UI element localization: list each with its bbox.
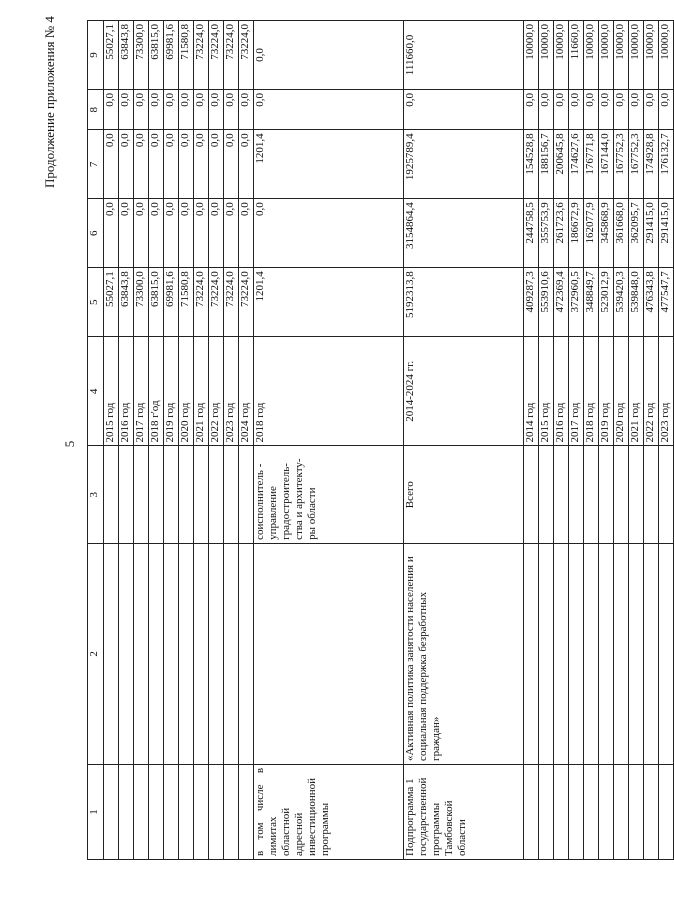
empty-cell bbox=[179, 543, 194, 764]
year-cell: 2018 год bbox=[584, 337, 599, 446]
local-cell: 0,0 bbox=[524, 89, 539, 129]
empty-cell bbox=[644, 543, 659, 764]
total-cell: 409287,3 bbox=[524, 268, 539, 337]
empty-cell bbox=[119, 764, 134, 859]
empty-cell bbox=[179, 764, 194, 859]
regional-cell: 176771,8 bbox=[584, 130, 599, 199]
empty-cell bbox=[179, 446, 194, 543]
limits-row bbox=[254, 21, 404, 860]
federal-cell: 0,0 bbox=[239, 199, 254, 268]
budget-table bbox=[87, 20, 674, 860]
column-number-row bbox=[88, 21, 104, 860]
total-cell: 73224,0 bbox=[194, 268, 209, 337]
empty-cell bbox=[614, 543, 629, 764]
year-cell: 2020 год bbox=[179, 337, 194, 446]
year-cell: 2021 год bbox=[194, 337, 209, 446]
federal-cell: 0,0 bbox=[209, 199, 224, 268]
total-cell: 539420,3 bbox=[614, 268, 629, 337]
federal-cell: 244758,5 bbox=[524, 199, 539, 268]
other-cell: 63815,0 bbox=[149, 21, 164, 90]
federal-cell: 362095,7 bbox=[629, 199, 644, 268]
total-cell: 348849,7 bbox=[584, 268, 599, 337]
regional-cell: 0,0 bbox=[134, 130, 149, 199]
other-cell: 73224,0 bbox=[239, 21, 254, 90]
local-cell: 0,0 bbox=[539, 89, 554, 129]
empty-cell bbox=[134, 543, 149, 764]
limits-description: в том числе в лимитах областной адресной инвестиционной программы bbox=[254, 764, 404, 859]
table-row bbox=[539, 21, 554, 860]
other-cell: 10000,0 bbox=[629, 21, 644, 90]
other-cell: 11660,0 bbox=[569, 21, 584, 90]
year-cell: 2022 год bbox=[209, 337, 224, 446]
local-cell: 0,0 bbox=[659, 89, 674, 129]
col-number: 1 bbox=[88, 764, 104, 859]
coexecutor-cell: соисполнитель - управление градостроитель-ства и архитекту-ры области bbox=[254, 446, 404, 543]
empty-cell bbox=[629, 543, 644, 764]
empty-cell bbox=[644, 446, 659, 543]
year-cell: 2016 год bbox=[119, 337, 134, 446]
value-cell: 0,0 bbox=[404, 89, 524, 129]
col-number: 2 bbox=[88, 543, 104, 764]
total-cell: 73224,0 bbox=[239, 268, 254, 337]
empty-cell bbox=[629, 764, 644, 859]
empty-cell bbox=[224, 446, 239, 543]
table-row bbox=[629, 21, 644, 860]
local-cell: 0,0 bbox=[599, 89, 614, 129]
local-cell: 0,0 bbox=[239, 89, 254, 129]
total-cell: 55027,1 bbox=[104, 268, 119, 337]
local-cell: 0,0 bbox=[149, 89, 164, 129]
total-cell: 73224,0 bbox=[209, 268, 224, 337]
empty-cell bbox=[614, 446, 629, 543]
empty-cell bbox=[539, 543, 554, 764]
local-cell: 0,0 bbox=[224, 89, 239, 129]
other-cell: 73224,0 bbox=[209, 21, 224, 90]
table-row bbox=[584, 21, 599, 860]
year-cell: 2014 год bbox=[524, 337, 539, 446]
federal-cell: 0,0 bbox=[179, 199, 194, 268]
other-cell: 10000,0 bbox=[599, 21, 614, 90]
local-cell: 0,0 bbox=[179, 89, 194, 129]
other-cell: 71580,8 bbox=[179, 21, 194, 90]
empty-cell bbox=[149, 764, 164, 859]
empty-cell bbox=[134, 764, 149, 859]
table-row bbox=[554, 21, 569, 860]
year-cell: 2018 г'од bbox=[149, 337, 164, 446]
federal-cell: 162077,9 bbox=[584, 199, 599, 268]
year-cell: 2017 год bbox=[134, 337, 149, 446]
federal-cell: 345868,9 bbox=[599, 199, 614, 268]
other-cell: 10000,0 bbox=[584, 21, 599, 90]
empty-cell bbox=[149, 446, 164, 543]
table-row bbox=[659, 21, 674, 860]
table-row bbox=[119, 21, 134, 860]
empty-cell bbox=[539, 446, 554, 543]
col-number: 8 bbox=[88, 89, 104, 129]
subprogram-title: Подпрограмма 1 государственной программы Тамбовской области bbox=[404, 764, 524, 859]
table-row bbox=[614, 21, 629, 860]
federal-cell: 0,0 bbox=[149, 199, 164, 268]
regional-cell: 167752,3 bbox=[629, 130, 644, 199]
empty-cell bbox=[209, 446, 224, 543]
empty-cell bbox=[149, 543, 164, 764]
empty-cell bbox=[659, 764, 674, 859]
other-cell: 10000,0 bbox=[539, 21, 554, 90]
empty-cell bbox=[134, 446, 149, 543]
empty-cell bbox=[119, 543, 134, 764]
year-cell: 2024 год bbox=[239, 337, 254, 446]
empty-cell bbox=[554, 543, 569, 764]
federal-cell: 0,0 bbox=[134, 199, 149, 268]
local-cell: 0,0 bbox=[209, 89, 224, 129]
local-cell: 0,0 bbox=[194, 89, 209, 129]
federal-cell: 186672,9 bbox=[569, 199, 584, 268]
total-cell: 476343,8 bbox=[644, 268, 659, 337]
rotated-table-container bbox=[87, 20, 671, 860]
value-cell: 111660,0 bbox=[404, 21, 524, 90]
total-cell: 372960,5 bbox=[569, 268, 584, 337]
empty-cell bbox=[659, 543, 674, 764]
regional-cell: 0,0 bbox=[164, 130, 179, 199]
total-cell: 63843,8 bbox=[119, 268, 134, 337]
local-cell: 0,0 bbox=[569, 89, 584, 129]
empty-cell bbox=[524, 764, 539, 859]
regional-cell: 0,0 bbox=[104, 130, 119, 199]
federal-cell: 0,0 bbox=[224, 199, 239, 268]
total-cell: 553910,6 bbox=[539, 268, 554, 337]
federal-cell: 355753,9 bbox=[539, 199, 554, 268]
empty-cell bbox=[164, 446, 179, 543]
other-cell: 73224,0 bbox=[224, 21, 239, 90]
empty-cell bbox=[164, 543, 179, 764]
year-cell: 2019 год bbox=[599, 337, 614, 446]
federal-cell: 261723,6 bbox=[554, 199, 569, 268]
empty-cell bbox=[644, 764, 659, 859]
empty-cell bbox=[104, 446, 119, 543]
empty-cell bbox=[239, 543, 254, 764]
other-cell: 10000,0 bbox=[524, 21, 539, 90]
year-cell: 2015 год bbox=[539, 337, 554, 446]
empty-cell bbox=[224, 543, 239, 764]
table-row bbox=[239, 21, 254, 860]
col-number: 6 bbox=[88, 199, 104, 268]
year-cell: 2020 год bbox=[614, 337, 629, 446]
table-row bbox=[644, 21, 659, 860]
empty-cell bbox=[599, 764, 614, 859]
empty-cell bbox=[524, 446, 539, 543]
empty-cell bbox=[584, 764, 599, 859]
year-cell: 2018 год bbox=[254, 337, 404, 446]
empty-cell bbox=[659, 446, 674, 543]
year-cell: 2017 год bbox=[569, 337, 584, 446]
federal-cell: 0,0 bbox=[104, 199, 119, 268]
col-number: 3 bbox=[88, 446, 104, 543]
total-cell: 523012,9 bbox=[599, 268, 614, 337]
total-cell: 477547,7 bbox=[659, 268, 674, 337]
value-cell: 0,0 bbox=[254, 199, 404, 268]
empty-cell bbox=[194, 543, 209, 764]
regional-cell: 174928,8 bbox=[644, 130, 659, 199]
total-cell: 539848,0 bbox=[629, 268, 644, 337]
empty-cell bbox=[194, 446, 209, 543]
empty-cell bbox=[599, 543, 614, 764]
empty-cell bbox=[119, 446, 134, 543]
table-row bbox=[599, 21, 614, 860]
year-cell: 2023 год bbox=[659, 337, 674, 446]
total-label: Всего bbox=[404, 446, 524, 543]
regional-cell: 0,0 bbox=[224, 130, 239, 199]
regional-cell: 0,0 bbox=[179, 130, 194, 199]
total-cell: 69981,6 bbox=[164, 268, 179, 337]
col-number: 7 bbox=[88, 130, 104, 199]
subprogram-row bbox=[404, 21, 524, 860]
empty-cell bbox=[239, 764, 254, 859]
empty-cell bbox=[614, 764, 629, 859]
empty-cell bbox=[554, 764, 569, 859]
federal-cell: 291415,0 bbox=[644, 199, 659, 268]
regional-cell: 0,0 bbox=[194, 130, 209, 199]
table-row bbox=[134, 21, 149, 860]
empty-cell bbox=[584, 446, 599, 543]
other-cell: 10000,0 bbox=[659, 21, 674, 90]
year-cell: 2022 год bbox=[644, 337, 659, 446]
local-cell: 0,0 bbox=[644, 89, 659, 129]
appendix-header: Продолжение приложения № 4 bbox=[42, 16, 57, 188]
table-row bbox=[194, 21, 209, 860]
page-number: 5 bbox=[62, 440, 77, 448]
other-cell: 10000,0 bbox=[614, 21, 629, 90]
total-cell: 71580,8 bbox=[179, 268, 194, 337]
other-cell: 73224,0 bbox=[194, 21, 209, 90]
other-cell: 69981,6 bbox=[164, 21, 179, 90]
empty-cell bbox=[239, 446, 254, 543]
local-cell: 0,0 bbox=[164, 89, 179, 129]
local-cell: 0,0 bbox=[554, 89, 569, 129]
regional-cell: 0,0 bbox=[149, 130, 164, 199]
federal-cell: 361668,0 bbox=[614, 199, 629, 268]
year-cell: 2015 год bbox=[104, 337, 119, 446]
regional-cell: 0,0 bbox=[209, 130, 224, 199]
empty-cell bbox=[569, 446, 584, 543]
other-cell: 10000,0 bbox=[554, 21, 569, 90]
subprogram-name: «Активная политика занятости населения и социальная поддержка безработных граждан» bbox=[404, 543, 524, 764]
federal-cell: 291415,0 bbox=[659, 199, 674, 268]
value-cell: 5192313,8 bbox=[404, 268, 524, 337]
empty-cell bbox=[224, 764, 239, 859]
empty-cell bbox=[194, 764, 209, 859]
local-cell: 0,0 bbox=[584, 89, 599, 129]
local-cell: 0,0 bbox=[104, 89, 119, 129]
col-number: 9 bbox=[88, 21, 104, 90]
regional-cell: 154528,8 bbox=[524, 130, 539, 199]
empty-cell bbox=[254, 543, 404, 764]
col-number: 4 bbox=[88, 337, 104, 446]
table-body bbox=[88, 21, 674, 860]
table-row bbox=[209, 21, 224, 860]
col-number: 5 bbox=[88, 268, 104, 337]
empty-cell bbox=[599, 446, 614, 543]
regional-cell: 200645,8 bbox=[554, 130, 569, 199]
regional-cell: 167144,0 bbox=[599, 130, 614, 199]
table-row bbox=[524, 21, 539, 860]
value-cell: 1201,4 bbox=[254, 268, 404, 337]
federal-cell: 0,0 bbox=[164, 199, 179, 268]
year-cell: 2016 год bbox=[554, 337, 569, 446]
year-cell: 2023 год bbox=[224, 337, 239, 446]
regional-cell: 176132,7 bbox=[659, 130, 674, 199]
regional-cell: 174627,6 bbox=[569, 130, 584, 199]
table-row bbox=[104, 21, 119, 860]
total-cell: 472369,4 bbox=[554, 268, 569, 337]
table-row bbox=[569, 21, 584, 860]
regional-cell: 188156,7 bbox=[539, 130, 554, 199]
value-cell: 1201,4 bbox=[254, 130, 404, 199]
empty-cell bbox=[629, 446, 644, 543]
other-cell: 55027,1 bbox=[104, 21, 119, 90]
empty-cell bbox=[104, 543, 119, 764]
table-row bbox=[179, 21, 194, 860]
empty-cell bbox=[554, 446, 569, 543]
period-cell: 2014-2024 гг. bbox=[404, 337, 524, 446]
regional-cell: 0,0 bbox=[239, 130, 254, 199]
value-cell: 0,0 bbox=[254, 21, 404, 90]
empty-cell bbox=[104, 764, 119, 859]
local-cell: 0,0 bbox=[119, 89, 134, 129]
total-cell: 63815,0 bbox=[149, 268, 164, 337]
value-cell: 1925789,4 bbox=[404, 130, 524, 199]
total-cell: 73300,0 bbox=[134, 268, 149, 337]
federal-cell: 0,0 bbox=[194, 199, 209, 268]
empty-cell bbox=[584, 543, 599, 764]
empty-cell bbox=[569, 764, 584, 859]
value-cell: 3154864,4 bbox=[404, 199, 524, 268]
total-cell: 73224,0 bbox=[224, 268, 239, 337]
table-row bbox=[224, 21, 239, 860]
other-cell: 63843,8 bbox=[119, 21, 134, 90]
year-cell: 2021 год bbox=[629, 337, 644, 446]
regional-cell: 167752,3 bbox=[614, 130, 629, 199]
local-cell: 0,0 bbox=[614, 89, 629, 129]
table-row bbox=[164, 21, 179, 860]
empty-cell bbox=[209, 543, 224, 764]
empty-cell bbox=[209, 764, 224, 859]
local-cell: 0,0 bbox=[134, 89, 149, 129]
empty-cell bbox=[539, 764, 554, 859]
year-cell: 2019 год bbox=[164, 337, 179, 446]
regional-cell: 0,0 bbox=[119, 130, 134, 199]
federal-cell: 0,0 bbox=[119, 199, 134, 268]
empty-cell bbox=[164, 764, 179, 859]
other-cell: 73300,0 bbox=[134, 21, 149, 90]
local-cell: 0,0 bbox=[629, 89, 644, 129]
value-cell: 0,0 bbox=[254, 89, 404, 129]
other-cell: 10000,0 bbox=[644, 21, 659, 90]
table-row bbox=[149, 21, 164, 860]
empty-cell bbox=[569, 543, 584, 764]
empty-cell bbox=[524, 543, 539, 764]
